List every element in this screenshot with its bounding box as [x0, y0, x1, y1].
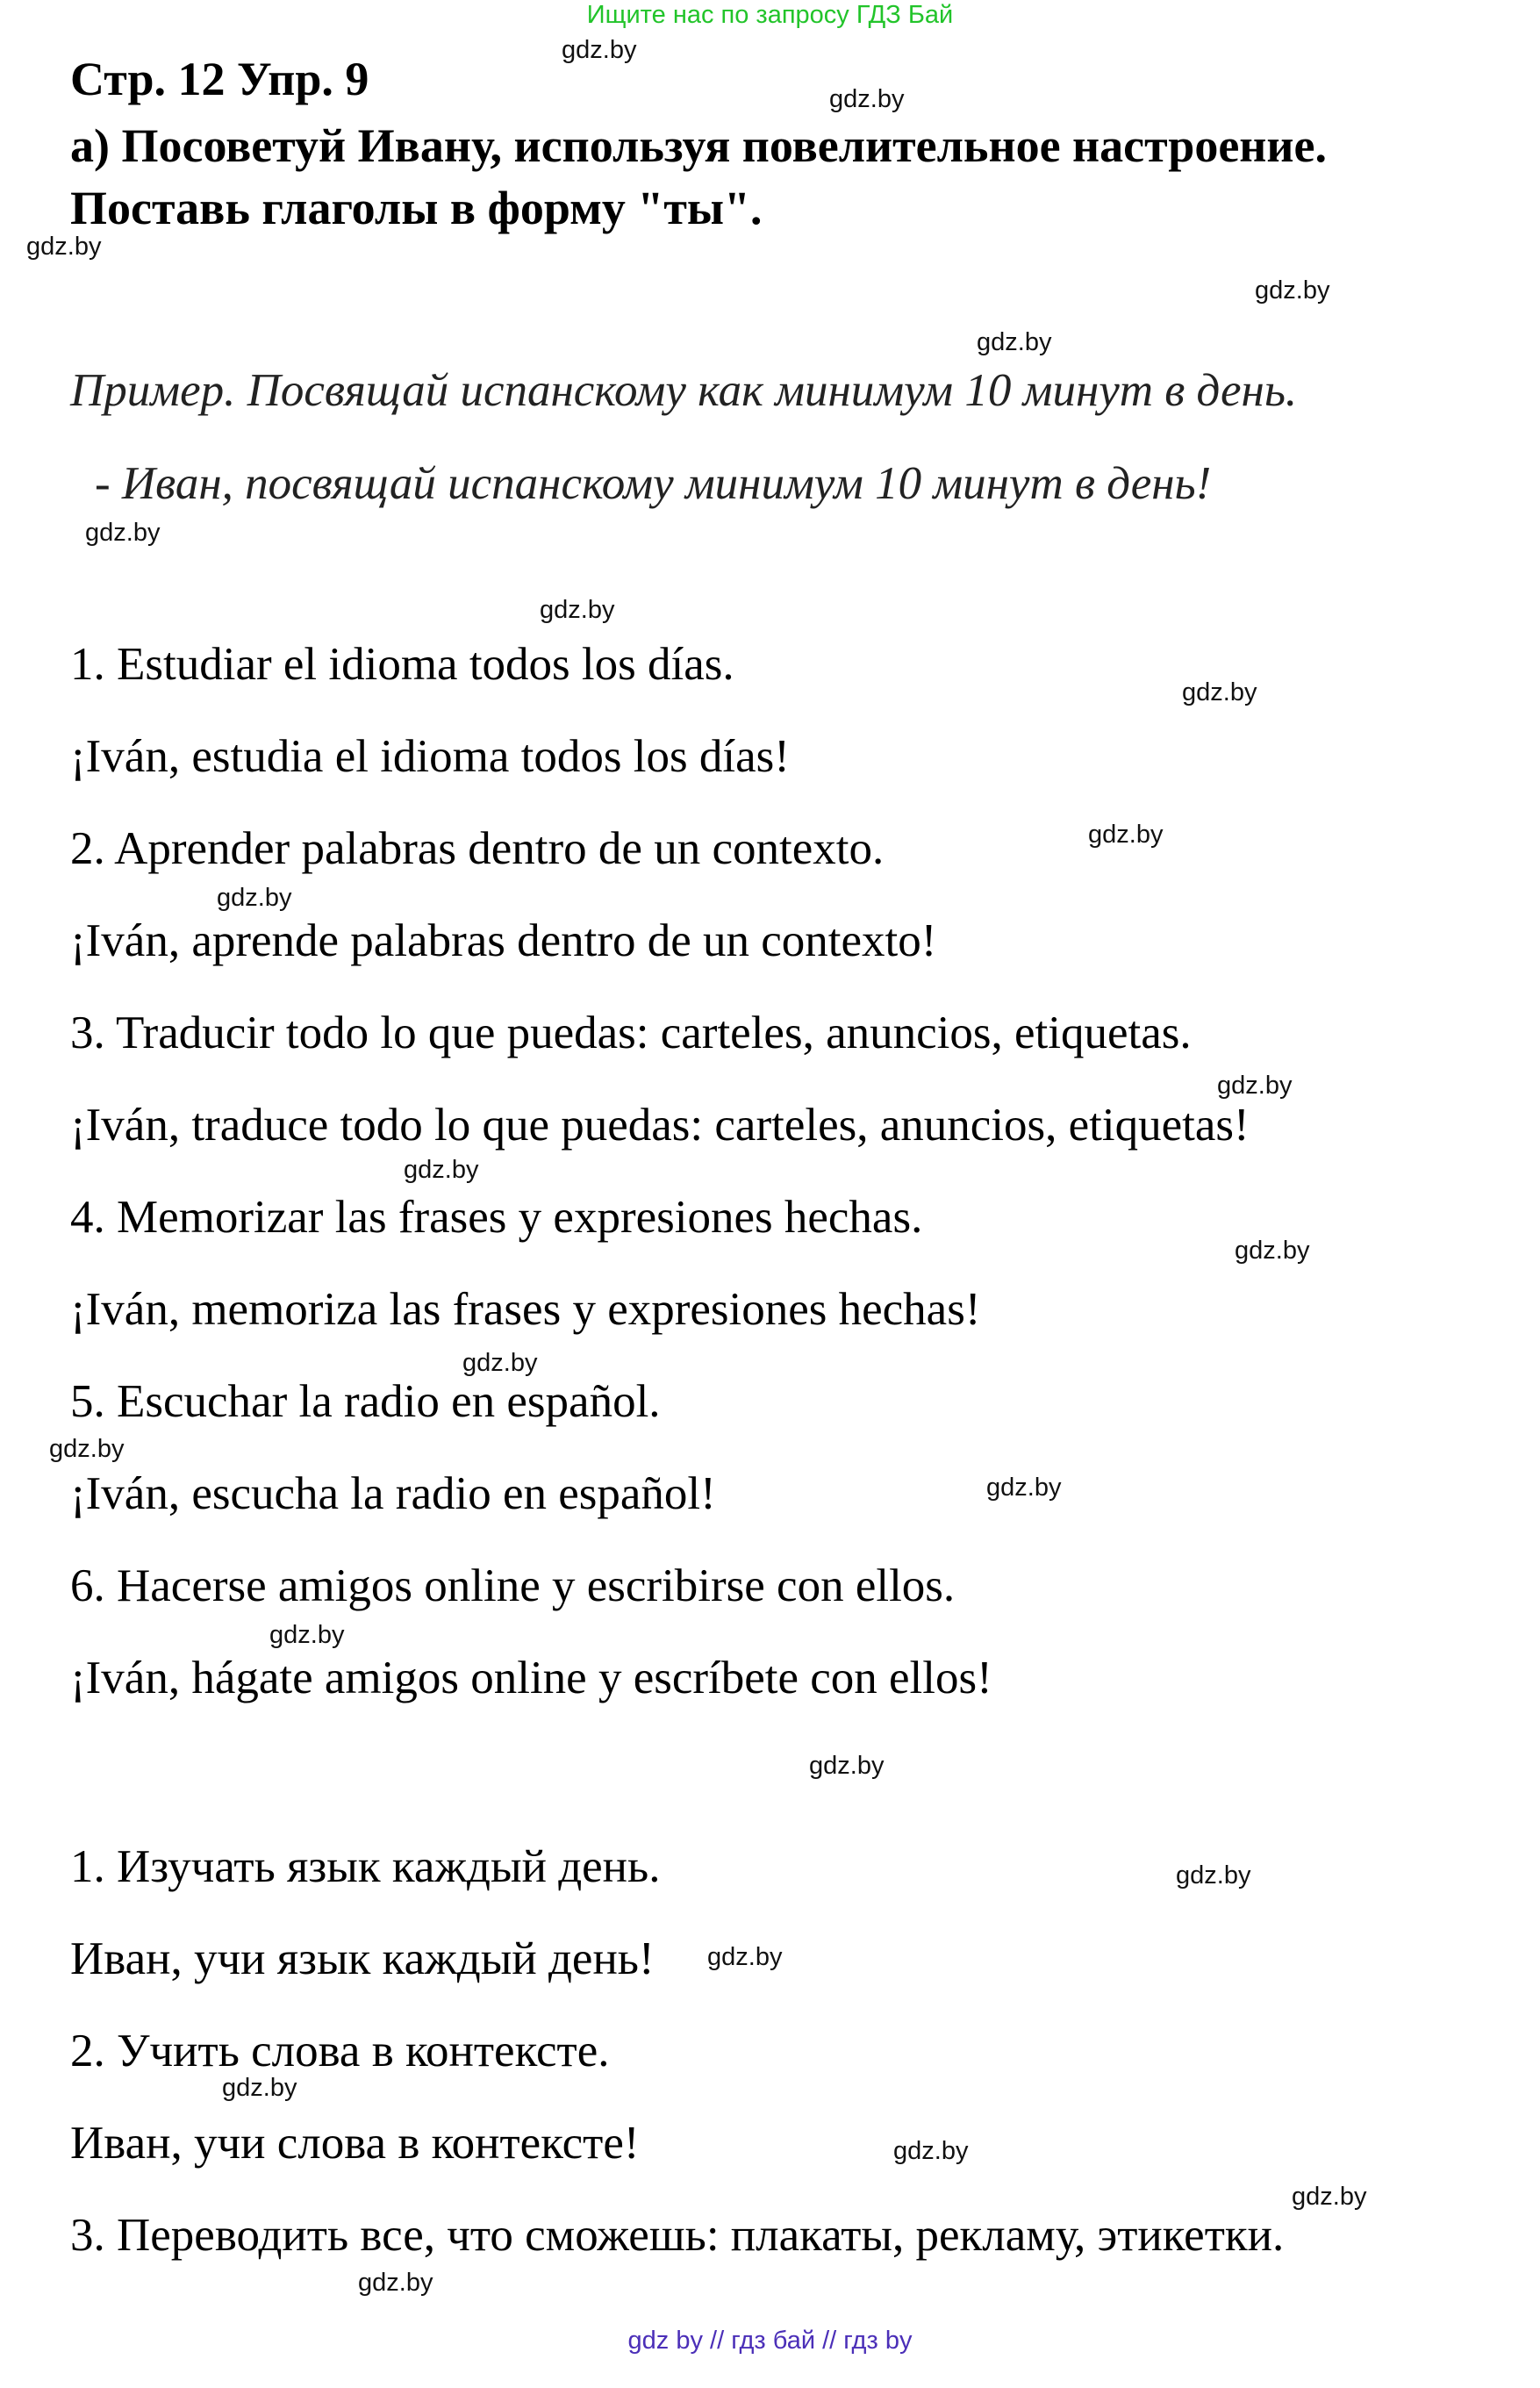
- task-instruction-line-1: а) Посоветуй Ивану, используя повелительное настроение.: [70, 119, 1328, 172]
- watermark: gdz.by: [358, 2269, 433, 2297]
- spanish-answer-6: ¡Iván, hágate amigos online y escríbete con ellos!: [70, 1653, 992, 1703]
- russian-answer-1: Иван, учи язык каждый день!: [70, 1933, 655, 1984]
- watermark: gdz.by: [49, 1435, 125, 1463]
- top-banner: Ищите нас по запросу ГДЗ Бай: [586, 1, 954, 29]
- watermark: gdz.by: [1292, 2183, 1367, 2211]
- spanish-task-3: 3. Traducir todo lo que puedas: carteles, anuncios, etiquetas.: [70, 1008, 1192, 1058]
- russian-task-1: 1. Изучать язык каждый день.: [70, 1841, 661, 1892]
- russian-answer-2: Иван, учи слова в контексте!: [70, 2118, 640, 2169]
- spanish-answer-3: ¡Iván, traduce todo lo que puedas: carteles, anuncios, etiquetas!: [70, 1100, 1250, 1151]
- spanish-answer-4: ¡Iván, memoriza las frases y expresiones hechas!: [70, 1284, 981, 1335]
- watermark: gdz.by: [986, 1474, 1062, 1502]
- watermark: gdz.by: [222, 2074, 297, 2102]
- watermark: gdz.by: [829, 85, 905, 113]
- watermark: gdz.by: [1088, 821, 1164, 849]
- watermark: gdz.by: [707, 1943, 783, 1971]
- watermark: gdz.by: [809, 1752, 885, 1780]
- spanish-task-4: 4. Memorizar las frases y expresiones hechas.: [70, 1192, 923, 1243]
- watermark: gdz.by: [562, 36, 637, 64]
- watermark: gdz.by: [977, 328, 1052, 356]
- spanish-answer-1: ¡Iván, estudia el idioma todos los días!: [70, 731, 790, 782]
- watermark: gdz.by: [1176, 1861, 1251, 1890]
- task-instruction-line-2: Поставь глаголы в форму "ты".: [70, 182, 763, 234]
- watermark: gdz.by: [540, 596, 615, 624]
- example-line-1: Пример. Посвящай испанскому как минимум 10 минут в день.: [70, 365, 1298, 416]
- spanish-answer-5: ¡Iván, escucha la radio en español!: [70, 1468, 716, 1519]
- russian-task-2: 2. Учить слова в контексте.: [70, 2026, 610, 2076]
- watermark: gdz.by: [269, 1621, 345, 1649]
- watermark: gdz.by: [85, 519, 161, 547]
- watermark: gdz.by: [1255, 276, 1330, 305]
- spanish-task-6: 6. Hacerse amigos online y escribirse con ellos.: [70, 1560, 956, 1611]
- russian-task-3: 3. Переводить все, что сможешь: плакаты, рекламу, этикетки.: [70, 2210, 1285, 2261]
- watermark: gdz.by: [404, 1156, 479, 1184]
- example-line-2: - Иван, посвящай испанскому минимум 10 минут в день!: [95, 458, 1212, 509]
- footer-links: gdz by // гдз бай // гдз by: [627, 2327, 913, 2355]
- page-title: Стр. 12 Упр. 9: [70, 53, 369, 105]
- spanish-task-2: 2. Aprender palabras dentro de un contexto.: [70, 823, 885, 874]
- watermark: gdz.by: [26, 233, 102, 261]
- watermark: gdz.by: [217, 884, 292, 912]
- watermark: gdz.by: [893, 2137, 969, 2165]
- watermark: gdz.by: [1182, 678, 1257, 706]
- watermark: gdz.by: [462, 1349, 538, 1377]
- spanish-answer-2: ¡Iván, aprende palabras dentro de un contexto!: [70, 915, 937, 966]
- watermark: gdz.by: [1217, 1072, 1293, 1100]
- watermark: gdz.by: [1235, 1237, 1310, 1265]
- spanish-task-5: 5. Escuchar la radio en español.: [70, 1376, 661, 1427]
- spanish-task-1: 1. Estudiar el idioma todos los días.: [70, 639, 734, 690]
